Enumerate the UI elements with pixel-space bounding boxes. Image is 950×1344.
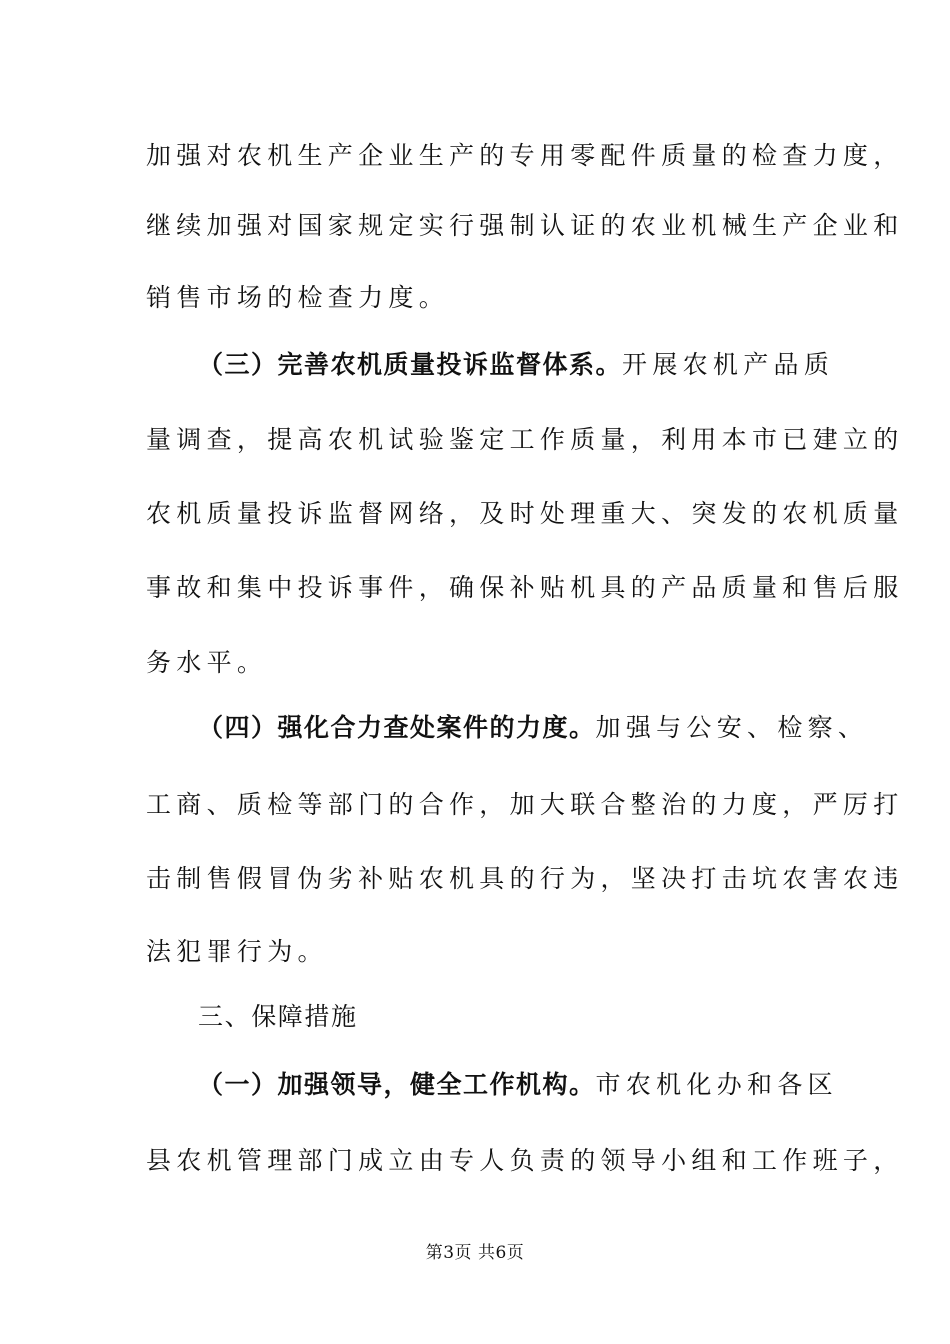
- paragraph-line: 工商、质检等部门的合作，加大联合整治的力度，严厉打: [146, 790, 904, 819]
- paragraph-line: 务水平。: [146, 648, 268, 677]
- paragraph-line: 加强对农机生产企业生产的专用零配件质量的检查力度，: [146, 141, 904, 170]
- subsection-heading: （一）加强领导，健全工作机构。: [198, 1070, 596, 1099]
- paragraph-line: 击制售假冒伪劣补贴农机具的行为，坚决打击坑农害农违: [146, 864, 904, 893]
- page-number-footer: 第3页 共6页: [425, 1243, 525, 1263]
- subsection-heading-line: [198, 708, 869, 748]
- subsection-heading-line: [198, 345, 835, 385]
- paragraph-line: 量调查，提高农机试验鉴定工作质量，利用本市已建立的: [146, 425, 904, 454]
- paragraph-line: 农机质量投诉监督网络，及时处理重大、突发的农机质量: [146, 499, 904, 528]
- subsection-text: 市农机化办和各区: [595, 1070, 838, 1099]
- paragraph-line: 销售市场的检查力度。: [146, 283, 450, 312]
- subsection-heading: （三）完善农机质量投诉监督体系。: [198, 350, 623, 379]
- subsection-heading: （四）强化合力查处案件的力度。: [198, 713, 596, 742]
- paragraph-line: 继续加强对国家规定实行强制认证的农业机械生产企业和: [146, 211, 904, 240]
- paragraph-line: 县农机管理部门成立由专人负责的领导小组和工作班子，: [146, 1146, 904, 1175]
- subsection-text: 加强与公安、检察、: [595, 713, 869, 742]
- paragraph-line: 事故和集中投诉事件，确保补贴机具的产品质量和售后服: [146, 573, 904, 602]
- subsection-text: 开展农机产品质: [622, 350, 835, 379]
- section-heading: 三、保障措施: [198, 1002, 358, 1031]
- subsection-heading-line: [198, 1065, 838, 1105]
- paragraph-line: 法犯罪行为。: [146, 937, 328, 966]
